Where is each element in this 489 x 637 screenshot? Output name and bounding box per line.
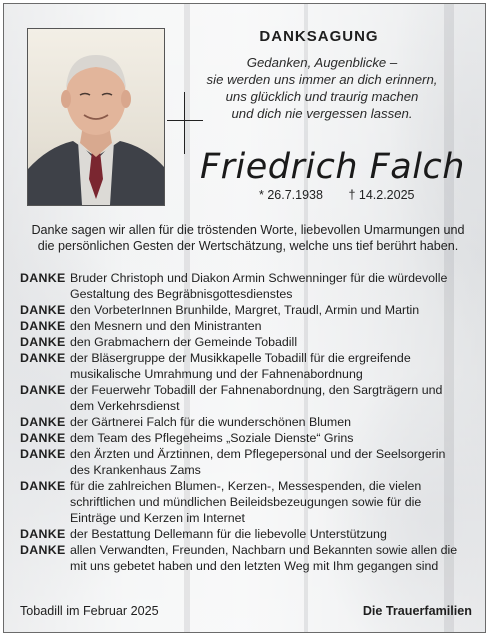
heading-danksagung: DANKSAGUNG: [259, 28, 379, 45]
thanks-keyword: DANKE: [20, 383, 66, 397]
intro-line: Danke sagen wir allen für die tröstenden Worte, liebevollen Umarmungen und: [31, 223, 465, 237]
footer: [20, 604, 472, 618]
thanks-line: den VorbeterInnen Brunhilde, Margret, Traudl, Armin und Martin: [70, 303, 420, 317]
place-and-date: Tobadill im Februar 2025: [20, 604, 159, 618]
thanks-line: für die zahlreichen Blumen-, Kerzen-, Messespenden, die vielen: [70, 479, 422, 493]
thanks-line: den Mesnern und den Ministranten: [70, 319, 262, 333]
thanks-line: den Ärzten und Ärztinnen, dem Pflegepersonal und der Seelsorgerin: [70, 447, 446, 461]
thanks-line: der Bläsergruppe der Musikkapelle Tobadill für die ergreifende: [70, 351, 411, 365]
thanks-line: den Grabmachern der Gemeinde Tobadill: [70, 335, 298, 349]
thanks-line: der Gärtnerei Falch für die wunderschönen Blumen: [70, 415, 352, 429]
intro-line: die persönlichen Gesten der Wertschätzung, welche uns tief berührt haben.: [37, 239, 459, 253]
thanks-entry: [20, 334, 478, 350]
thanks-keyword: DANKE: [20, 319, 66, 333]
thanks-line: des Krankenhaus Zams: [70, 463, 201, 477]
thanks-line: Einträge und Kerzen im Internet: [70, 511, 245, 525]
thanks-line: musikalische Umrahmung und der Fahnenabordnung: [70, 367, 363, 381]
thanks-text: [70, 270, 478, 302]
thanks-line: dem Team des Pflegeheims „Soziale Dienste“ Grins: [70, 431, 354, 445]
thanks-text: [70, 526, 478, 542]
thanks-line: dem Verkehrsdienst: [70, 399, 180, 413]
thanks-entry: [20, 350, 478, 382]
memorial-poem: [182, 54, 462, 122]
thanks-text: [70, 318, 478, 334]
thanks-keyword: DANKE: [20, 351, 66, 365]
thanks-line: der Bestattung Dellemann für die liebevolle Unterstützung: [70, 527, 387, 541]
thanks-line: der Feuerwehr Tobadill der Fahnenabordnung, den Sargträgern und: [70, 383, 443, 397]
obituary-card: [3, 3, 486, 633]
thanks-keyword: DANKE: [20, 335, 66, 349]
thanks-entry: [20, 478, 478, 526]
poem-line: sie werden uns immer an dich erinnern,: [206, 72, 438, 87]
thanks-entry: [20, 414, 478, 430]
death-date: † 14.2.2025: [348, 188, 415, 202]
thanks-line: mit uns gebetet haben und den letzten Weg mit Ihm gegangen sind: [70, 559, 439, 573]
thanks-keyword: DANKE: [20, 431, 66, 445]
thanks-text: [70, 350, 478, 382]
thanks-line: Gestaltung des Begräbnisgottesdienstes: [70, 287, 293, 301]
life-dates: [259, 188, 414, 202]
thanks-keyword: DANKE: [20, 271, 66, 285]
thanks-entry: [20, 430, 478, 446]
thanks-text: [70, 302, 478, 318]
thanks-entry: [20, 318, 478, 334]
poem-line: uns glücklich und traurig machen: [225, 89, 419, 104]
signature-families: Die Trauerfamilien: [362, 604, 472, 618]
thanks-text: [70, 478, 478, 526]
thanks-keyword: DANKE: [20, 527, 66, 541]
thanks-entry: [20, 542, 478, 574]
thanks-line: schriftlichen und mündlichen Beileidsbezeugungen sowie für die: [70, 495, 422, 509]
thanks-entry: [20, 446, 478, 478]
thanks-text: [70, 446, 478, 478]
thanks-text: [70, 542, 478, 574]
thanks-entry: [20, 270, 478, 302]
thanks-line: allen Verwandten, Freunden, Nachbarn und Bekannten sowie allen die: [70, 543, 458, 557]
thanks-entry: [20, 382, 478, 414]
poem-line: und dich nie vergessen lassen.: [231, 106, 413, 121]
thanks-entry: [20, 526, 478, 542]
thanks-text: [70, 334, 478, 350]
thanks-entry: [20, 302, 478, 318]
thanks-keyword: DANKE: [20, 447, 66, 461]
thanks-keyword: DANKE: [20, 479, 66, 493]
thanks-text: [70, 430, 478, 446]
poem-line: Gedanken, Augenblicke –: [246, 55, 398, 70]
thanks-keyword: DANKE: [20, 303, 66, 317]
thanks-keyword: DANKE: [20, 415, 66, 429]
thanks-text: [70, 414, 478, 430]
thanks-text: [70, 382, 478, 414]
thanks-keyword: DANKE: [20, 543, 66, 557]
thanks-line: Bruder Christoph und Diakon Armin Schwenninger für die würdevolle: [70, 271, 448, 285]
thanks-list: [20, 270, 478, 574]
birth-date: * 26.7.1938: [259, 188, 323, 202]
portrait-photo: [27, 28, 165, 206]
intro-text: [24, 222, 472, 254]
deceased-name: Friedrich Falch: [200, 147, 465, 187]
